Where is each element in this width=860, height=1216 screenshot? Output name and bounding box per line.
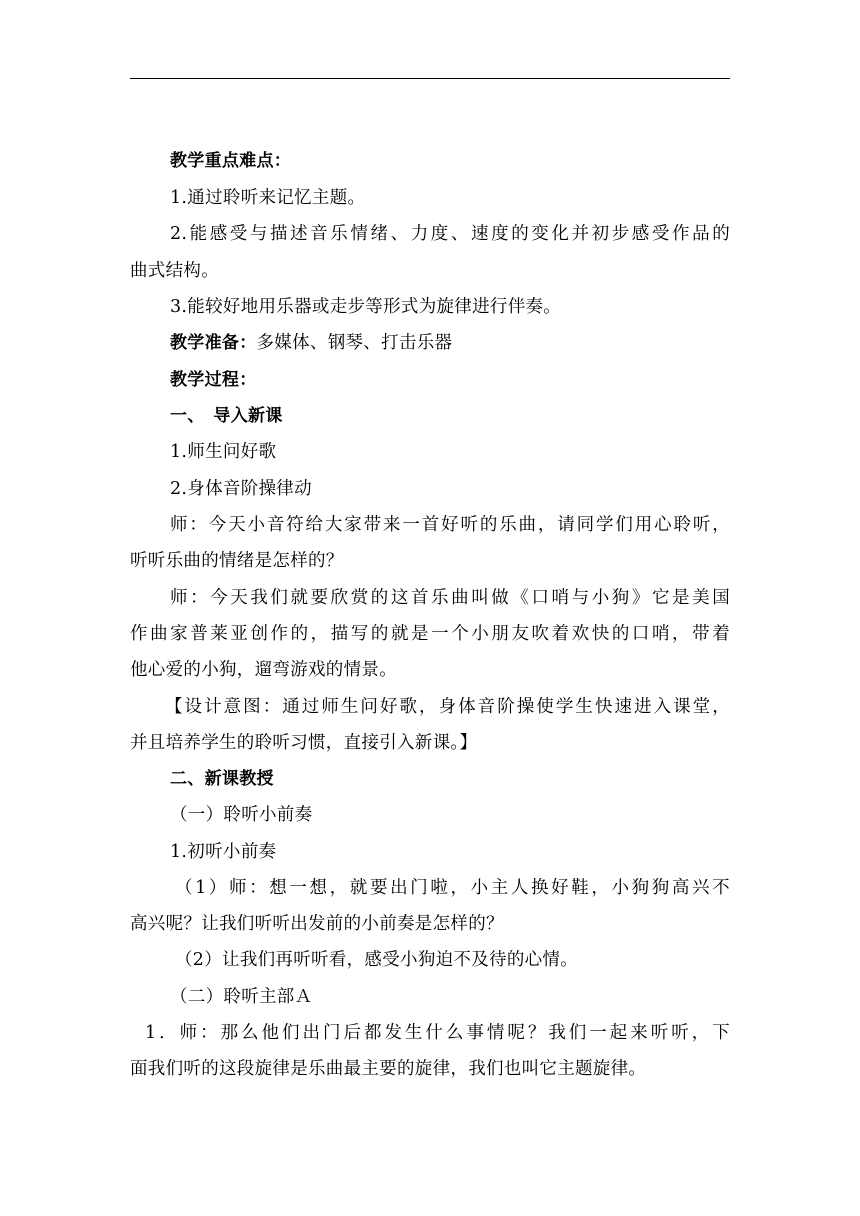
section-1-item-2: 2.身体音阶操律动 — [170, 479, 312, 499]
header-rule — [130, 78, 730, 79]
key-point-3: 3.能较好地用乐器或走步等形式为旋律进行伴奏。 — [170, 297, 562, 317]
key-point-2-line-2: 曲式结构。 — [130, 261, 219, 281]
section-2-heading: 二、新课教授 — [170, 769, 274, 789]
design-intent-line-2: 并且培养学生的聆听习惯，直接引入新课。】 — [130, 733, 478, 753]
question-1-line-2: 高兴呢？让我们听听出发前的小前奏是怎样的？ — [130, 914, 504, 934]
preparation-line — [0, 331, 860, 355]
key-points-heading: 教学重点难点： — [170, 151, 292, 171]
section-1-heading: 一、 导入新课 — [170, 406, 283, 426]
question-2: （2）让我们再听听看，感受小狗迫不及待的心情。 — [175, 950, 579, 970]
key-point-2-line-1: 2.能感受与描述音乐情绪、力度、速度的变化并初步感受作品的 — [170, 224, 730, 244]
subsection-1-heading: （一）聆听小前奏 — [170, 805, 313, 825]
paragraph-2-line-2: 作曲家普莱亚创作的，描写的就是一个小朋友吹着欢快的口哨，带着 — [130, 624, 730, 644]
subsection-2-heading: （二）聆听主部Ａ — [170, 987, 313, 1007]
subsection-1-item-1: 1.初听小前奏 — [170, 842, 277, 862]
preparation-label: 教学准备： — [170, 333, 257, 353]
preparation-value: 多媒体、钢琴、打击乐器 — [256, 333, 453, 353]
question-1-line-1: （1）师：想一想，就要出门啦，小主人换好鞋，小狗狗高兴不 — [175, 878, 730, 898]
paragraph-1-line-1: 师：今天小音符给大家带来一首好听的乐曲，请同学们用心聆听， — [170, 515, 730, 535]
design-intent-line-1: 【设计意图：通过师生问好歌，身体音阶操使学生快速进入课堂， — [165, 697, 730, 717]
paragraph-2-line-3: 他心爱的小狗，遛弯游戏的情景。 — [130, 660, 397, 680]
paragraph-2-line-1: 师：今天我们就要欣赏的这首乐曲叫做《口哨与小狗》它是美国 — [170, 588, 730, 608]
section-1-item-1: 1.师生问好歌 — [170, 442, 277, 462]
teacher-line-2: 面我们听的这段旋律是乐曲最主要的旋律，我们也叫它主题旋律。 — [130, 1059, 647, 1079]
key-point-1: 1.通过聆听来记忆主题。 — [170, 188, 366, 208]
paragraph-1-line-2: 听听乐曲的情绪是怎样的？ — [130, 551, 344, 571]
teacher-line-1: 1．师：那么他们出门后都发生什么事情呢？我们一起来听听，下 — [145, 1023, 730, 1043]
process-heading: 教学过程： — [170, 370, 257, 390]
